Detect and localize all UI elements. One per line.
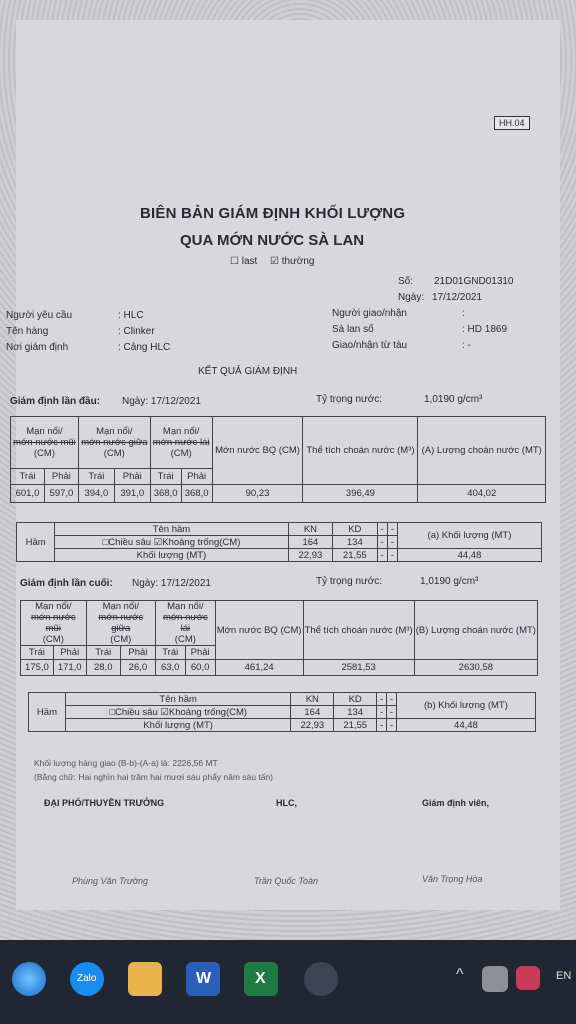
ket-qua-heading: KẾT QUẢ GIÁM ĐỊNH <box>198 366 298 377</box>
first-draft-table <box>10 416 546 503</box>
checkbox-last: ☐ last <box>230 256 258 267</box>
last-dash-2: - <box>387 693 397 706</box>
last-bq: 461,24 <box>215 660 303 676</box>
last-khoi-luong: Khối lượng (MT) <box>65 719 290 732</box>
first-kl-kd: 21,55 <box>333 549 377 562</box>
last-h-phai-1: Phải <box>53 646 86 660</box>
title-line-2: QUA MỚN NƯỚC SÀ LAN <box>180 232 365 249</box>
last-mui-trai: 175,0 <box>21 660 54 676</box>
last-giua-phai: 26,0 <box>120 660 155 676</box>
first-dash-4: - <box>387 536 397 549</box>
last-dash-5: - <box>377 719 387 732</box>
last-h-kl: (B) Lượng choán nước (MT) <box>414 601 537 660</box>
edge-browser-icon[interactable] <box>12 962 46 996</box>
last-draft-table <box>20 600 538 676</box>
sign-left-title: ĐẠI PHÓ/THUYỀN TRƯỞNG <box>44 798 165 808</box>
last-b-kl-label: (b) Khối lượng (MT) <box>396 693 535 719</box>
last-lai-trai: 63,0 <box>155 660 185 676</box>
first-ty-trong-value: 1,0190 g/cm³ <box>424 394 483 405</box>
last-ham-label: Hầm <box>29 693 66 732</box>
first-kl: 404,02 <box>418 485 546 503</box>
file-explorer-icon[interactable] <box>128 962 162 996</box>
last-h-trai-2: Trái <box>86 646 120 660</box>
form-code: HH.04 <box>494 116 530 130</box>
last-dash-4: - <box>387 706 397 719</box>
ten-hang-value: : Clinker <box>118 326 155 337</box>
first-lai-phai: 368,0 <box>181 485 212 503</box>
first-h-kl: (A) Lượng choán nước (MT) <box>418 417 546 485</box>
first-ty-trong-label: Tỷ trọng nước: <box>316 394 383 405</box>
zalo-label: Zalo <box>77 973 97 984</box>
last-kd: KD <box>334 693 377 706</box>
first-label: Giám định lần đầu: <box>10 396 101 407</box>
sign-mid-title: HLC, <box>276 798 297 808</box>
title-line-1: BIÊN BẢN GIÁM ĐỊNH KHỐI LƯỢNG <box>140 205 406 222</box>
first-lai-trai: 368,0 <box>150 485 181 503</box>
excel-app-icon[interactable] <box>244 962 278 996</box>
last-kl-kd: 21,55 <box>334 719 377 732</box>
last-h-mui: Mạn nổi/ mớn nước mũi (CM) <box>21 601 87 646</box>
first-kl-kn: 22,93 <box>288 549 332 562</box>
first-ham-label: Hầm <box>17 523 55 562</box>
zalo-app-icon[interactable] <box>70 962 104 996</box>
first-cs-kd: 134 <box>333 536 377 549</box>
sa-lan-so-value: : HD 1869 <box>462 324 508 335</box>
summary-line-2: (Bằng chữ: Hai nghìn hai trăm hai mươi sáu phẩy năm sáu tấn) <box>34 772 274 782</box>
first-h-tt: Thể tích choán nước (M³) <box>303 417 418 485</box>
so-value: 21D01GND01310 <box>434 276 514 287</box>
summary-line-1: Khối lượng hàng giao (B-b)-(A-a) là: 2226,56 MT <box>34 758 218 768</box>
first-h-trai-3: Trái <box>150 469 181 485</box>
last-h-tt: Thể tích choán nước (M³) <box>303 601 414 660</box>
nguoi-giao-nhan-value: : <box>462 308 465 319</box>
last-hold-table <box>28 692 536 732</box>
sign-right-name: Văn Trọng Hòa <box>422 874 483 884</box>
nguoi-yeu-cau-value: : HLC <box>118 310 144 321</box>
first-h-trai-1: Trái <box>11 469 45 485</box>
first-mui-phai: 597,0 <box>44 485 78 503</box>
chevron-up-icon[interactable]: ^ <box>456 966 464 983</box>
first-dash-3: - <box>377 536 387 549</box>
ngay-value: 17/12/2021 <box>432 292 483 303</box>
word-label: W <box>196 970 212 987</box>
checkbox-thuong: ☑ thường <box>270 256 315 267</box>
first-a-kl-label: (a) Khối lượng (MT) <box>397 523 541 549</box>
nguoi-giao-nhan-label: Người giao/nhận <box>332 308 407 319</box>
first-h-mui: Mạn nổi/ mớn nước mũi (CM) <box>11 417 79 469</box>
last-dash-1: - <box>377 693 387 706</box>
giao-nhan-tu-tau-label: Giao/nhận từ tàu <box>332 340 408 351</box>
ngay-label: Ngày: <box>398 292 425 303</box>
last-date: Ngày: 17/12/2021 <box>132 578 211 589</box>
first-h-phai-1: Phải <box>44 469 78 485</box>
noi-giam-dinh-label: Nơi giám định <box>6 342 69 353</box>
giao-nhan-tu-tau-value: : - <box>462 340 471 351</box>
last-h-trai-1: Trái <box>21 646 54 660</box>
last-ty-trong-label: Tỷ trọng nước: <box>316 576 383 587</box>
first-kd: KD <box>333 523 377 536</box>
last-lai-phai: 60,0 <box>185 660 215 676</box>
sa-lan-so-label: Sà lan số <box>332 324 374 335</box>
last-h-phai-3: Phải <box>185 646 215 660</box>
last-dash-6: - <box>387 719 397 732</box>
first-giua-trai: 394,0 <box>78 485 114 503</box>
last-h-bq: Mớn nước BQ (CM) <box>215 601 303 660</box>
last-kl: 2630,58 <box>414 660 537 676</box>
first-ten-ham: Tên hầm <box>55 523 288 536</box>
last-label: Giám định lần cuối: <box>20 578 113 589</box>
first-dash-5: - <box>377 549 387 562</box>
last-h-lai: Mạn nổi/ mớn nước lái (CM) <box>155 601 215 646</box>
last-cs-kd: 134 <box>334 706 377 719</box>
first-hold-table <box>16 522 542 562</box>
first-h-lai: Mạn nổi/ mớn nước lái (CM) <box>150 417 212 469</box>
last-mui-phai: 171,0 <box>53 660 86 676</box>
last-kl-kn: 22,93 <box>291 719 334 732</box>
first-h-phai-3: Phải <box>181 469 212 485</box>
first-h-bq: Mớn nước BQ (CM) <box>212 417 303 485</box>
first-date: Ngày: 17/12/2021 <box>122 396 201 407</box>
first-cs-kn: 164 <box>288 536 332 549</box>
last-h-giua: Mạn nổi/ mớn nước giữa (CM) <box>86 601 155 646</box>
tray-app-icon[interactable] <box>482 966 508 992</box>
first-chieu-sau: □Chiều sâu ☑Khoảng trống(CM) <box>55 536 288 549</box>
sign-left-name: Phùng Văn Trường <box>72 876 149 886</box>
first-bq: 90,23 <box>212 485 303 503</box>
last-h-trai-3: Trái <box>155 646 185 660</box>
last-cs-kn: 164 <box>291 706 334 719</box>
word-app-icon[interactable] <box>186 962 220 996</box>
first-kn: KN <box>288 523 332 536</box>
first-tt: 396,49 <box>303 485 418 503</box>
last-chieu-sau: □Chiều sâu ☑Khoảng trống(CM) <box>65 706 290 719</box>
ten-hang-label: Tên hàng <box>6 326 49 337</box>
last-ty-trong-value: 1,0190 g/cm³ <box>420 576 479 587</box>
first-h-phai-2: Phải <box>114 469 150 485</box>
last-tt: 2581,53 <box>303 660 414 676</box>
first-mui-trai: 601,0 <box>11 485 45 503</box>
first-giua-phai: 391,0 <box>114 485 150 503</box>
excel-label: X <box>255 970 266 987</box>
so-label: Số: <box>398 276 414 287</box>
settings-gear-icon[interactable] <box>304 962 338 996</box>
first-dash-2: - <box>387 523 397 536</box>
nguoi-yeu-cau-label: Người yêu cầu <box>6 310 73 321</box>
last-b-kl-value: 44,48 <box>396 719 535 732</box>
last-ten-ham: Tên hầm <box>65 693 290 706</box>
sign-right-title: Giám định viên, <box>422 798 490 808</box>
language-indicator[interactable]: EN <box>556 970 572 982</box>
noi-giam-dinh-value: : Cảng HLC <box>118 342 171 353</box>
sign-mid-name: Trần Quốc Toàn <box>254 876 319 886</box>
last-dash-3: - <box>377 706 387 719</box>
first-dash-6: - <box>387 549 397 562</box>
last-giua-trai: 28,0 <box>86 660 120 676</box>
first-a-kl-value: 44,48 <box>397 549 541 562</box>
last-h-phai-2: Phải <box>120 646 155 660</box>
last-kn: KN <box>291 693 334 706</box>
first-h-giua: Mạn nổi/ mớn nước giữa (CM) <box>78 417 150 469</box>
first-dash-1: - <box>377 523 387 536</box>
first-khoi-luong: Khối lượng (MT) <box>55 549 288 562</box>
first-h-trai-2: Trái <box>78 469 114 485</box>
tray-v-icon[interactable] <box>516 966 540 990</box>
